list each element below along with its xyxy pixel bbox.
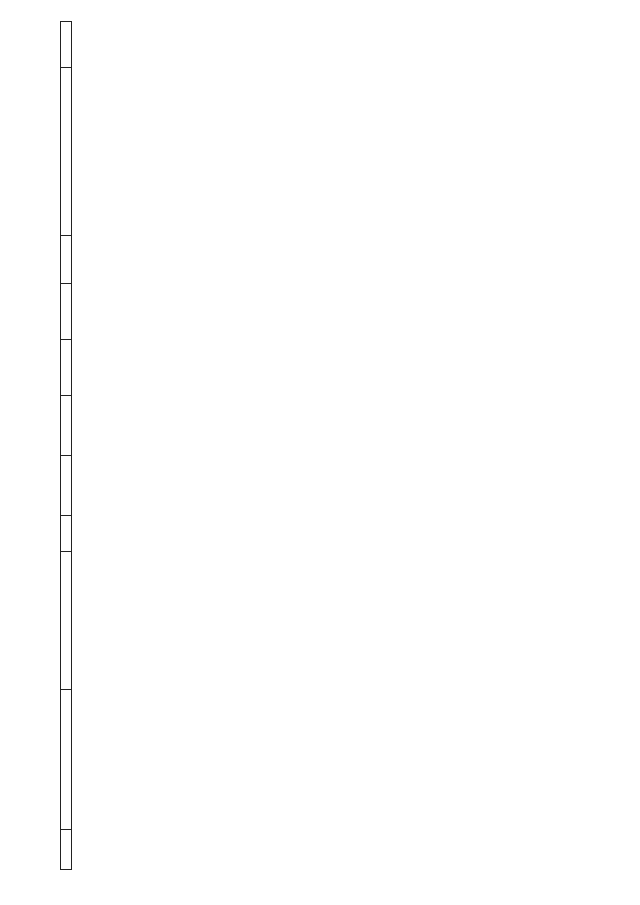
column-number-8	[61, 284, 72, 340]
column-number-6	[61, 396, 72, 456]
column-number-9	[61, 236, 72, 284]
landscape-page	[60, 22, 625, 870]
column-number-2	[61, 690, 72, 830]
footer-file-path	[12, 528, 24, 900]
column-number-11	[61, 22, 72, 68]
column-number-row	[61, 22, 72, 870]
page-number	[302, 6, 342, 20]
program-activities-table	[60, 21, 625, 870]
column-number-4	[61, 516, 72, 552]
column-number-5	[61, 456, 72, 516]
rotated-table-area	[60, 22, 625, 870]
table-body	[72, 22, 625, 870]
column-number-3	[61, 552, 72, 690]
column-number-1	[61, 830, 72, 870]
column-number-7	[61, 340, 72, 396]
column-number-10	[61, 68, 72, 236]
